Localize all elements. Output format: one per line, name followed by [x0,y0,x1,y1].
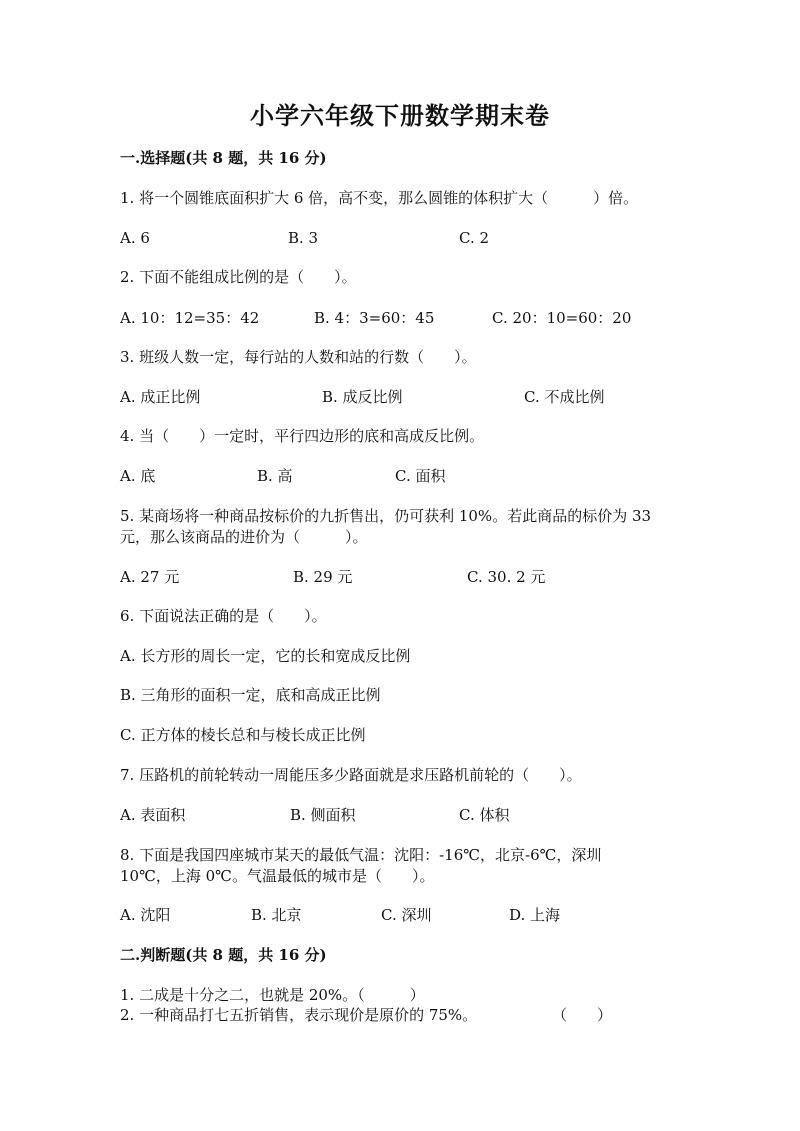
judgement-2: 2. 一种商品打七五折销售，表示现价是原价的 75%。 [120,1006,478,1024]
q8-option-d: D. 上海 [509,906,561,924]
question-4: 4. 当（ ）一定时，平行四边形的底和高成反比例。 [120,427,485,445]
q6-option-b: B. 三角形的面积一定，底和高成正比例 [120,686,381,704]
q2-option-b: B. 4：3=60：45 [314,309,435,327]
question-8-line-1: 8. 下面是我国四座城市某天的最低气温：沈阳：-16℃，北京-6℃，深圳 [120,846,602,864]
q2-option-a: A. 10：12=35：42 [120,309,260,327]
question-5-line-1: 5. 某商场将一种商品按标价的九折售出，仍可获利 10%。若此商品的标价为 33 [120,507,652,525]
question-7: 7. 压路机的前轮转动一周能压多少路面就是求压路机前轮的（ ）。 [120,766,582,784]
q7-option-c: C. 体积 [459,806,510,824]
q4-option-a: A. 底 [120,467,156,485]
judgement-2-blank: （ ） [552,1006,613,1024]
q5-option-c: C. 30. 2 元 [467,568,546,586]
q6-option-c: C. 正方体的棱长总和与棱长成正比例 [120,726,366,744]
page-title: 小学六年级下册数学期末卷 [250,101,550,130]
question-8-line-2: 10℃，上海 0℃。气温最低的城市是（ ）。 [120,867,435,885]
q8-option-a: A. 沈阳 [120,906,171,924]
q3-option-c: C. 不成比例 [524,388,605,406]
q3-option-b: B. 成反比例 [322,388,403,406]
q3-option-a: A. 成正比例 [120,388,201,406]
question-3: 3. 班级人数一定，每行站的人数和站的行数（ ）。 [120,348,477,366]
q6-option-a: A. 长方形的周长一定，它的长和宽成反比例 [120,647,411,665]
q7-option-a: A. 表面积 [120,806,186,824]
q2-option-c: C. 20：10=60：20 [492,309,632,327]
question-6: 6. 下面说法正确的是（ ）。 [120,607,327,625]
q1-option-a: A. 6 [120,229,150,247]
section-heading-choice: 一.选择题(共 8 题，共 16 分) [120,149,327,167]
section-heading-judgement: 二.判断题(共 8 题，共 16 分) [120,946,327,964]
question-1: 1. 将一个圆锥底面积扩大 6 倍，高不变，那么圆锥的体积扩大（ ）倍。 [120,189,639,207]
q1-option-c: C. 2 [459,229,490,247]
q8-option-b: B. 北京 [251,906,302,924]
q4-option-b: B. 高 [257,467,293,485]
question-2: 2. 下面不能组成比例的是（ ）。 [120,268,357,286]
judgement-1: 1. 二成是十分之二，也就是 20%。（ ） [120,986,425,1004]
q5-option-a: A. 27 元 [120,568,180,586]
q4-option-c: C. 面积 [395,467,446,485]
q5-option-b: B. 29 元 [293,568,353,586]
q7-option-b: B. 侧面积 [290,806,356,824]
question-5-line-2: 元，那么该商品的进价为（ ）。 [120,528,368,546]
q1-option-b: B. 3 [288,229,319,247]
q8-option-c: C. 深圳 [381,906,432,924]
